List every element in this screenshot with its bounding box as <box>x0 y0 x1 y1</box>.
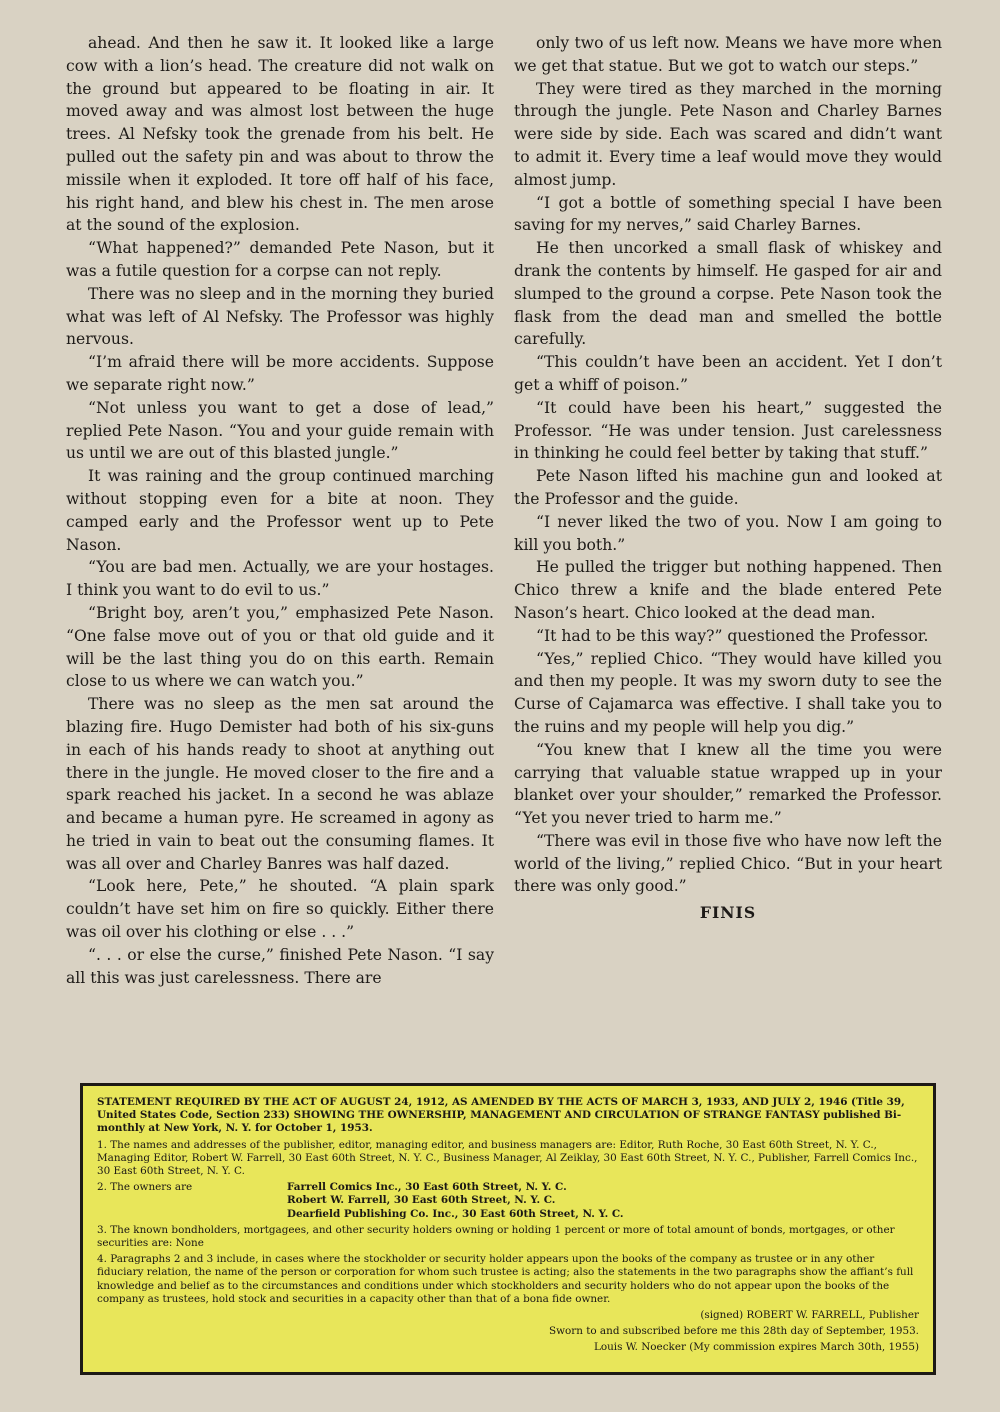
finis-label: FINIS <box>699 903 757 923</box>
story-paragraph: “I never liked the two of you. Now I am going to kill you both.” <box>514 512 942 554</box>
story-paragraph: “You are bad men. Actually, we are your hostages. I think you want to do evil to us.” <box>66 558 494 600</box>
owner-entry: Robert W. Farrell, 30 East 60th Street, N. Y. C. <box>287 1194 556 1207</box>
story-paragraph: They were tired as they marched in the morning through the jungle. Pete Nason and Charley Barnes were side by side. Each was scared and didn’t want to admit it. Every time a leaf would move they would almost jump. <box>514 79 942 189</box>
story-paragraph: There was no sleep and in the morning they buried what was left of Al Nefsky. The Professor was highly nervous. <box>66 284 494 349</box>
statement-item-4: 4. Paragraphs 2 and 3 include, in cases where the stockholder or security holder appears upon the books of the company as trustee or in any other fiduciary relation, the name of the person or corporation for whom such trustee is acting; also the statements in the two paragraphs show the affiant’s full knowledge and belief as to the circumstances and conditions under which stockholders and security holders who do not appear upon the books of the company as trustees, hold stock and securities in a capacity other than that of a bona fide owner. <box>97 1253 914 1305</box>
story-paragraph: “I’m afraid there will be more accidents. Suppose we separate right now.” <box>66 353 494 394</box>
story-column-right <box>514 32 942 925</box>
statement-item-3: 3. The known bondholders, mortgagees, and other security holders owning or holding 1 percent or more of total amount of bonds, mortgages, or other securities are: None <box>97 1223 895 1250</box>
statement-item-1: 1. The names and addresses of the publisher, editor, managing editor, and business managers are: Editor, Ruth Roche, 30 East 60th Street, N. Y. C., Managing Editor, Robert W. Farrell, 30 East 60th Street, N. Y. C., Business Manager, Al Zeiklay, 30 East 60th Street, N. Y. C., Publisher, Farrell Comics Inc., 30 East 60th Street, N. Y. C. <box>97 1138 918 1178</box>
story-paragraph: Pete Nason lifted his machine gun and looked at the Professor and the guide. <box>514 467 942 508</box>
sworn-line: Sworn to and subscribed before me this 28th day of September, 1953. <box>548 1325 919 1338</box>
signed-line: (signed) ROBERT W. FARRELL, Publisher <box>700 1309 919 1322</box>
story-column-left <box>66 32 494 989</box>
story-paragraph: “Yes,” replied Chico. “They would have killed you and then my people. It was my sworn duty to see the Curse of Cajamarca was effective. I shall take you to the ruins and my people will help you dig.” <box>514 649 942 736</box>
story-paragraph: “Bright boy, aren’t you,” emphasized Pete Nason. “One false move out of you or that old guide and it will be the last thing you do on this earth. Remain close to us where we can watch you.” <box>66 603 494 691</box>
story-paragraph: “This couldn’t have been an accident. Yet I don’t get a whiff of poison.” <box>514 353 942 394</box>
story-paragraph: “You knew that I knew all the time you were carrying that valuable statue wrapped up in your blanket over your shoulder,” remarked the Professor. “Yet you never tried to harm me.” <box>514 740 942 828</box>
owner-entry: Farrell Comics Inc., 30 East 60th Street, N. Y. C. <box>287 1181 567 1194</box>
story-paragraph: “There was evil in those five who have now left the world of the living,” replied Chico. “But in your heart there was only good.” <box>514 831 942 896</box>
owner-entry: Dearfield Publishing Co. Inc., 30 East 60th Street, N. Y. C. <box>287 1207 624 1220</box>
statement-item-2 <box>97 1181 919 1221</box>
story-paragraph: “I got a bottle of something special I have been saving for my nerves,” said Charley Barnes. <box>514 193 942 235</box>
story-paragraph: “It had to be this way?” questioned the Professor. <box>536 626 929 645</box>
owners-label: 2. The owners are <box>97 1181 193 1194</box>
owners-list <box>287 1181 624 1221</box>
story-paragraph: ahead. And then he saw it. It looked like a large cow with a lion’s head. The creature did not walk on the ground but appeared to be floating in air. It moved away and was almost lost between the huge trees. Al Nefsky took the grenade from his belt. He pulled out the safety pin and was about to throw the missile when it exploded. It tore off half of his face, his right hand, and blew his chest in. The men arose at the sound of the explosion. <box>66 34 494 235</box>
story-paragraph: “What happened?” demanded Pete Nason, but it was a futile question for a corpse can not reply. <box>66 239 494 280</box>
notary-line: Louis W. Noecker (My commission expires March 30th, 1955) <box>593 1341 919 1354</box>
story-paragraph: He then uncorked a small flask of whiskey and drank the contents by himself. He gasped for air and slumped to the ground a corpse. Pete Nason took the flask from the dead man and smelled the bottle carefully. <box>514 239 942 349</box>
story-paragraph: There was no sleep as the men sat around the blazing fire. Hugo Demister had both of his six-guns in each of his hands ready to shoot at anything out there in the jungle. He moved closer to the fire and a spark reached his jacket. In a second he was ablaze and became a human pyre. He screamed in agony as he tried in vain to beat out the consuming flames. It was all over and Charley Banres was half dazed. <box>66 695 494 873</box>
story-paragraph: “Not unless you want to get a dose of lead,” replied Pete Nason. “You and your guide remain with us until we are out of this blasted jungle.” <box>66 398 494 463</box>
statement-heading: STATEMENT REQUIRED BY THE ACT OF AUGUST 24, 1912, AS AMENDED BY THE ACTS OF MARCH 3, 1933, AND JULY 2, 1946 (Title 39, United States Code, Section 233) SHOWING THE OWNERSHIP, MANAGEMENT AND CIRCULATION OF STRANGE FANTASY published Bi-monthly at New York, N. Y. for October 1, 1953. <box>97 1096 905 1135</box>
ownership-statement-box <box>80 1083 936 1375</box>
story-paragraph: only two of us left now. Means we have more when we get that statue. But we got to watch our steps.” <box>514 34 942 75</box>
story-paragraph: “Look here, Pete,” he shouted. “A plain spark couldn’t have set him on fire so quickly. Either there was oil over his clothing or else . . .” <box>66 877 494 942</box>
story-paragraph: “. . . or else the curse,” finished Pete Nason. “I say all this was just carelessness. There are <box>66 945 494 987</box>
story-paragraph: “It could have been his heart,” suggested the Professor. “He was under tension. Just carelessness in thinking he could feel better by taking that stuff.” <box>514 398 942 463</box>
story-paragraph: It was raining and the group continued marching without stopping even for a bite at noon. They camped early and the Professor went up to Pete Nason. <box>66 467 494 554</box>
story-paragraph: He pulled the trigger but nothing happened. Then Chico threw a knife and the blade entered Pete Nason’s heart. Chico looked at the dead man. <box>514 558 942 622</box>
